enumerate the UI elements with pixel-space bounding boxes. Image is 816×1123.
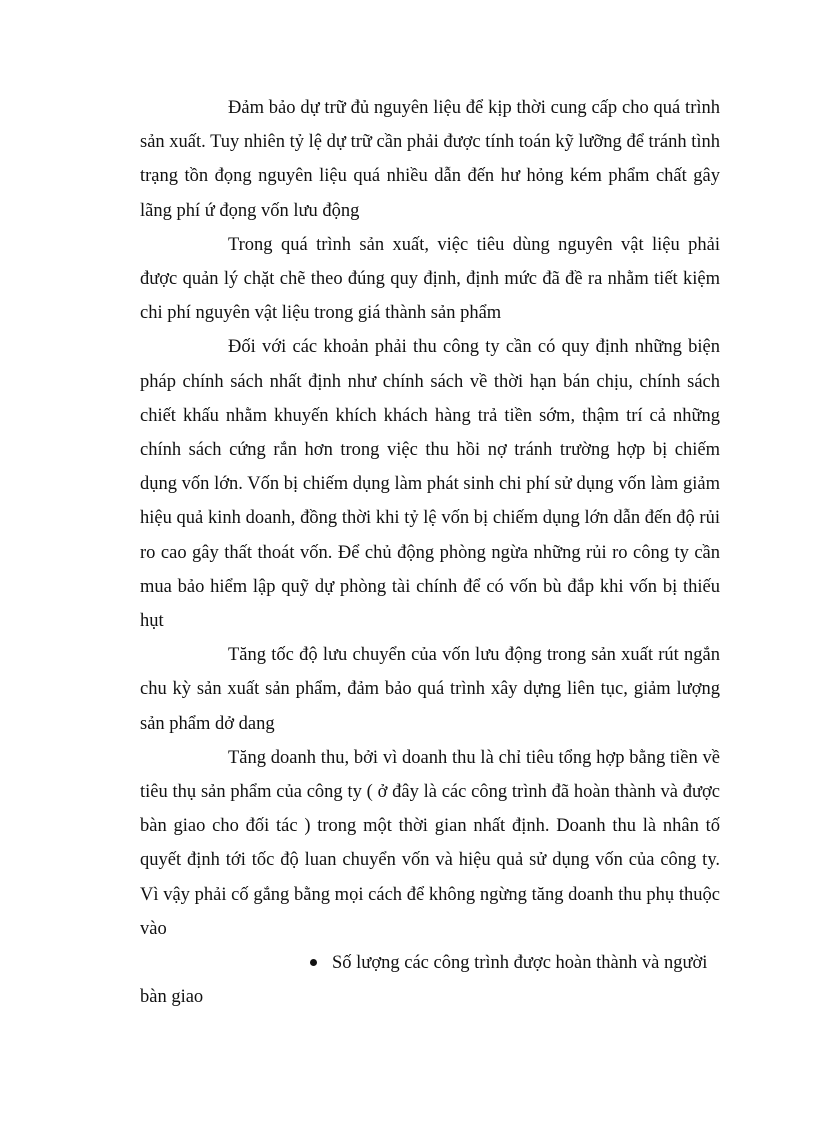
paragraph-capital-turnover: Tăng tốc độ lưu chuyển của vốn lưu động trong sản xuất rút ngắn chu kỳ sản xuất sản phẩm, đảm bảo quá trình xây dựng liên tục, giảm lượng sản phẩm dở dang: [140, 645, 720, 734]
bullet-dot-icon: [310, 959, 317, 966]
bullet-item: [140, 946, 720, 980]
paragraph-receivables: Đối với các khoản phải thu công ty cần có quy định những biện pháp chính sách nhất định như chính sách về thời hạn bán chịu, chính sách chiết khấu nhằm khuyến khích khách hàng trả tiền sớm, thậm trí cả những chính sách cứng rắn hơn trong việc thu hồi nợ tránh trường hợp bị chiếm dụng vốn lớn. Vốn bị chiếm dụng làm phát sinh chi phí sử dụng vốn làm giảm hiệu quả kinh doanh, đồng thời khi tỷ lệ vốn bị chiếm dụng lớn dẫn đến độ rủi ro cao gây thất thoát vốn. Để chủ động phòng ngừa những rủi ro công ty cần mua bảo hiểm lập quỹ dự phòng tài chính để có vốn bù đắp khi vốn bị thiếu hụt: [140, 337, 720, 632]
paragraph-revenue: Tăng doanh thu, bởi vì doanh thu là chỉ tiêu tổng hợp bằng tiền về tiêu thụ sản phẩm của công ty ( ở đây là các công trình đã hoàn thành và được bàn giao cho đối tác ) trong một thời gian nhất định. Doanh thu là nhân tố quyết định tới tốc độ luan chuyển vốn và hiệu quả sử dụng vốn của công ty. Vì vậy phải cố gắng bằng mọi cách để không ngừng tăng doanh thu phụ thuộc vào: [140, 747, 720, 939]
paragraph-material-usage: Trong quá trình sản xuất, việc tiêu dùng nguyên vật liệu phải được quản lý chặt chẽ theo đúng quy định, định mức đã đề ra nhằm tiết kiệm chi phí nguyên vật liệu trong giá thành sản phẩm: [140, 234, 720, 324]
paragraph-material-reserve: Đảm bảo dự trữ đủ nguyên liệu để kịp thời cung cấp cho quá trình sản xuất. Tuy nhiên tỷ lệ dự trữ cần phải được tính toán kỹ lưỡng để tránh tình trạng tồn đọng nguyên liệu quá nhiều dẫn đến hư hỏng kém phẩm chất gây lãng phí ứ đọng vốn lưu động: [140, 98, 720, 221]
bullet-item-text: Số lượng các công trình được hoàn thành và người: [332, 953, 708, 974]
bullet-item-continuation: bàn giao: [140, 987, 204, 1008]
document-body: [140, 91, 720, 1014]
